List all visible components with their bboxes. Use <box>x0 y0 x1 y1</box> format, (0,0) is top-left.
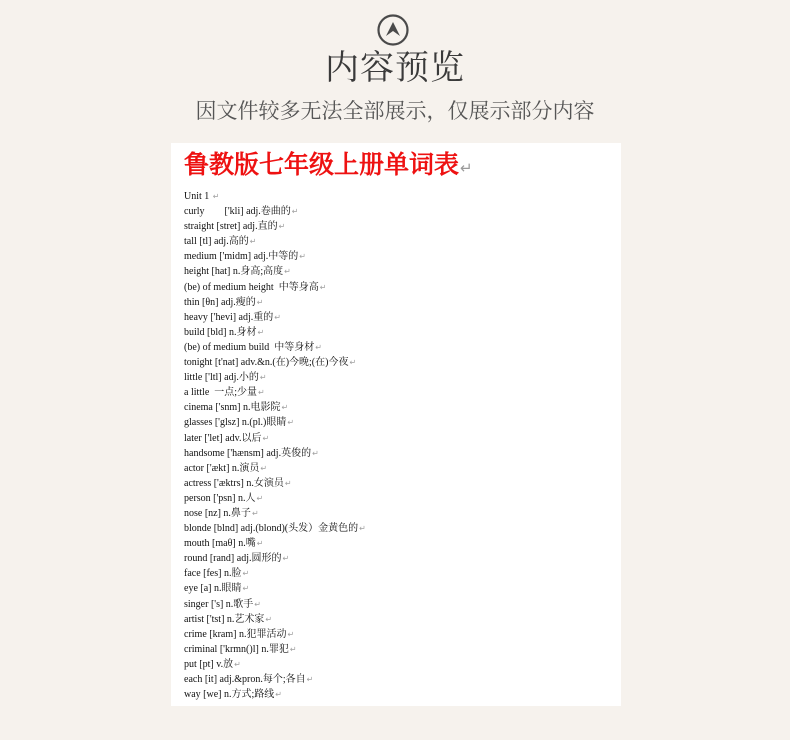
word-list-item <box>184 280 366 295</box>
word-list-item <box>184 672 366 687</box>
word-list-item <box>184 551 366 566</box>
word-entry-text: nose [nz] n.鼻子 <box>184 507 251 519</box>
paragraph-mark-icon: ↵ <box>242 584 250 594</box>
paragraph-mark-icon: ↵ <box>260 463 268 473</box>
word-entry-text: face [fes] n.脸 <box>184 568 242 580</box>
word-list-item <box>184 581 366 596</box>
word-entry-text: curly ['kli] adj.卷曲的 <box>184 206 291 218</box>
word-list-item <box>184 461 366 476</box>
paragraph-mark-icon: ↵ <box>284 267 291 277</box>
word-entry-text: tonight [t'nat] adv.&n.(在)今晚;(在)今夜 <box>184 357 349 369</box>
word-list-item <box>184 627 366 642</box>
page-subtitle: 因文件较多无法全部展示，仅展示部分内容 <box>195 99 595 123</box>
paragraph-mark-icon: ↵ <box>275 690 282 700</box>
word-entry-text: criminal ['krmn()l] n.罪犯 <box>184 643 289 655</box>
word-entry-text: little ['ltl] adj.小的 <box>184 372 259 384</box>
word-entry-text: later ['let] adv.以后 <box>184 432 262 444</box>
word-entry-text: build [bld] n.身材 <box>184 326 257 338</box>
word-entry-text: put [pt] v.放 <box>184 658 234 670</box>
word-entry-text: each [it] adj.&pron.每个;各自 <box>184 674 306 685</box>
word-list-item <box>184 491 366 506</box>
paragraph-mark-icon: ↵ <box>289 644 297 654</box>
word-entry-text: singer ['s] n.歌手 <box>184 598 254 610</box>
paragraph-mark-icon: ↵ <box>242 569 250 579</box>
word-list-item <box>184 400 366 415</box>
paragraph-mark-icon: ↵ <box>256 493 264 503</box>
word-list-item <box>184 597 366 612</box>
word-entry-text: person ['psn] n.人 <box>184 492 256 504</box>
document-title <box>184 149 473 184</box>
word-entry-text: straight [stret] adj.直的 <box>184 221 278 233</box>
paragraph-mark-icon: ↵ <box>359 524 366 534</box>
word-entry-text: actress ['æktrs] n.女演员 <box>184 477 284 489</box>
document-preview <box>171 143 621 706</box>
circle-chevron-up-icon <box>377 14 409 46</box>
paragraph-mark-icon: ↵ <box>291 207 299 217</box>
paragraph-mark-icon: ↵ <box>234 659 241 669</box>
word-entry-text: crime [kram] n.犯罪活动 <box>184 628 287 640</box>
document-title-text: 鲁教版七年级上册单词表 <box>184 150 460 179</box>
paragraph-mark-icon: ↵ <box>287 629 295 639</box>
word-entry-text: blonde [blnd] adj.(blond)(头发）金黄色的 <box>184 523 359 535</box>
paragraph-mark-icon: ↵ <box>278 222 286 232</box>
paragraph-mark-icon: ↵ <box>265 614 273 624</box>
word-list-item <box>184 521 366 536</box>
word-list-item <box>184 612 366 627</box>
word-entry-text: actor ['ækt] n.演员 <box>184 462 260 474</box>
paragraph-mark-icon: ↵ <box>282 554 290 564</box>
word-list-item <box>184 415 366 430</box>
paragraph-mark-icon: ↵ <box>287 418 295 428</box>
word-entry-text: eye [a] n.眼睛 <box>184 583 242 595</box>
word-entry-text: way [we] n.方式;路线 <box>184 689 275 701</box>
paragraph-mark-icon: ↵ <box>299 252 306 262</box>
word-list-item <box>184 476 366 491</box>
page-title: 内容预览 <box>325 48 465 88</box>
word-list-item <box>184 340 366 355</box>
word-list-item <box>184 204 366 219</box>
word-list-item <box>184 536 366 551</box>
word-list-item <box>184 249 366 264</box>
word-list-item <box>184 234 366 249</box>
paragraph-mark-icon: ↵ <box>259 373 267 383</box>
paragraph-mark-icon: ↵ <box>251 508 259 518</box>
word-entry-text: height [hat] n.身高;高度 <box>184 266 284 278</box>
paragraph-mark-icon: ↵ <box>306 675 314 684</box>
word-entry-text: artist ['tst] n.艺术家 <box>184 613 265 625</box>
word-list-item <box>184 506 366 521</box>
word-entry-text: heavy ['hevi] adj.重的 <box>184 311 274 323</box>
word-list-item <box>184 295 366 310</box>
paragraph-mark-icon: ↵ <box>257 327 265 337</box>
paragraph-mark-icon: ↵ <box>319 282 327 292</box>
paragraph-mark-icon: ↵ <box>256 539 264 549</box>
word-entry-text: round [rand] adj.圆形的 <box>184 553 282 565</box>
word-entry-text: (be) of medium height 中等身高 <box>184 281 319 293</box>
paragraph-mark-icon: ↵ <box>284 478 292 488</box>
word-list-item <box>184 189 366 204</box>
paragraph-mark-icon: ↵ <box>312 448 319 458</box>
paragraph-mark-icon: ↵ <box>281 403 289 413</box>
word-list-item <box>184 431 366 446</box>
word-entry-text: medium ['midm] adj.中等的 <box>184 251 299 263</box>
word-list-item <box>184 446 366 461</box>
word-list-item <box>184 566 366 581</box>
paragraph-mark-icon: ↵ <box>258 388 265 398</box>
word-list-item <box>184 385 366 400</box>
paragraph-mark-icon: ↵ <box>256 297 264 307</box>
paragraph-mark-icon: ↵ <box>274 312 281 322</box>
paragraph-mark-icon: ↵ <box>315 342 322 352</box>
word-list-item <box>184 264 366 279</box>
word-list-item <box>184 325 366 340</box>
word-list-item <box>184 355 366 370</box>
word-entry-text: thin [θn] adj.瘦的 <box>184 296 256 308</box>
word-list-item <box>184 642 366 657</box>
word-list-item <box>184 370 366 385</box>
word-entry-text: handsome ['hænsm] adj.英俊的 <box>184 447 312 459</box>
word-entry-text: a little 一点;少量 <box>184 387 258 399</box>
paragraph-mark-icon: ↵ <box>212 192 220 201</box>
paragraph-mark-icon: ↵ <box>249 237 257 247</box>
word-list-item <box>184 310 366 325</box>
word-list <box>184 189 366 702</box>
paragraph-mark-icon: ↵ <box>349 358 357 368</box>
word-list-item <box>184 219 366 234</box>
paragraph-mark-icon: ↵ <box>460 159 473 177</box>
word-list-item <box>184 657 366 672</box>
word-entry-text: Unit 1 <box>184 191 212 202</box>
word-entry-text: tall [tl] adj.高的 <box>184 236 249 248</box>
word-list-item <box>184 687 366 702</box>
word-entry-text: cinema ['snm] n.电影院 <box>184 402 281 414</box>
word-entry-text: (be) of medium build 中等身材 <box>184 341 315 353</box>
paragraph-mark-icon: ↵ <box>254 599 261 609</box>
paragraph-mark-icon: ↵ <box>262 433 270 443</box>
word-entry-text: glasses ['glsz] n.(pl.)眼睛 <box>184 417 287 429</box>
word-entry-text: mouth [maθ] n.嘴 <box>184 538 256 550</box>
